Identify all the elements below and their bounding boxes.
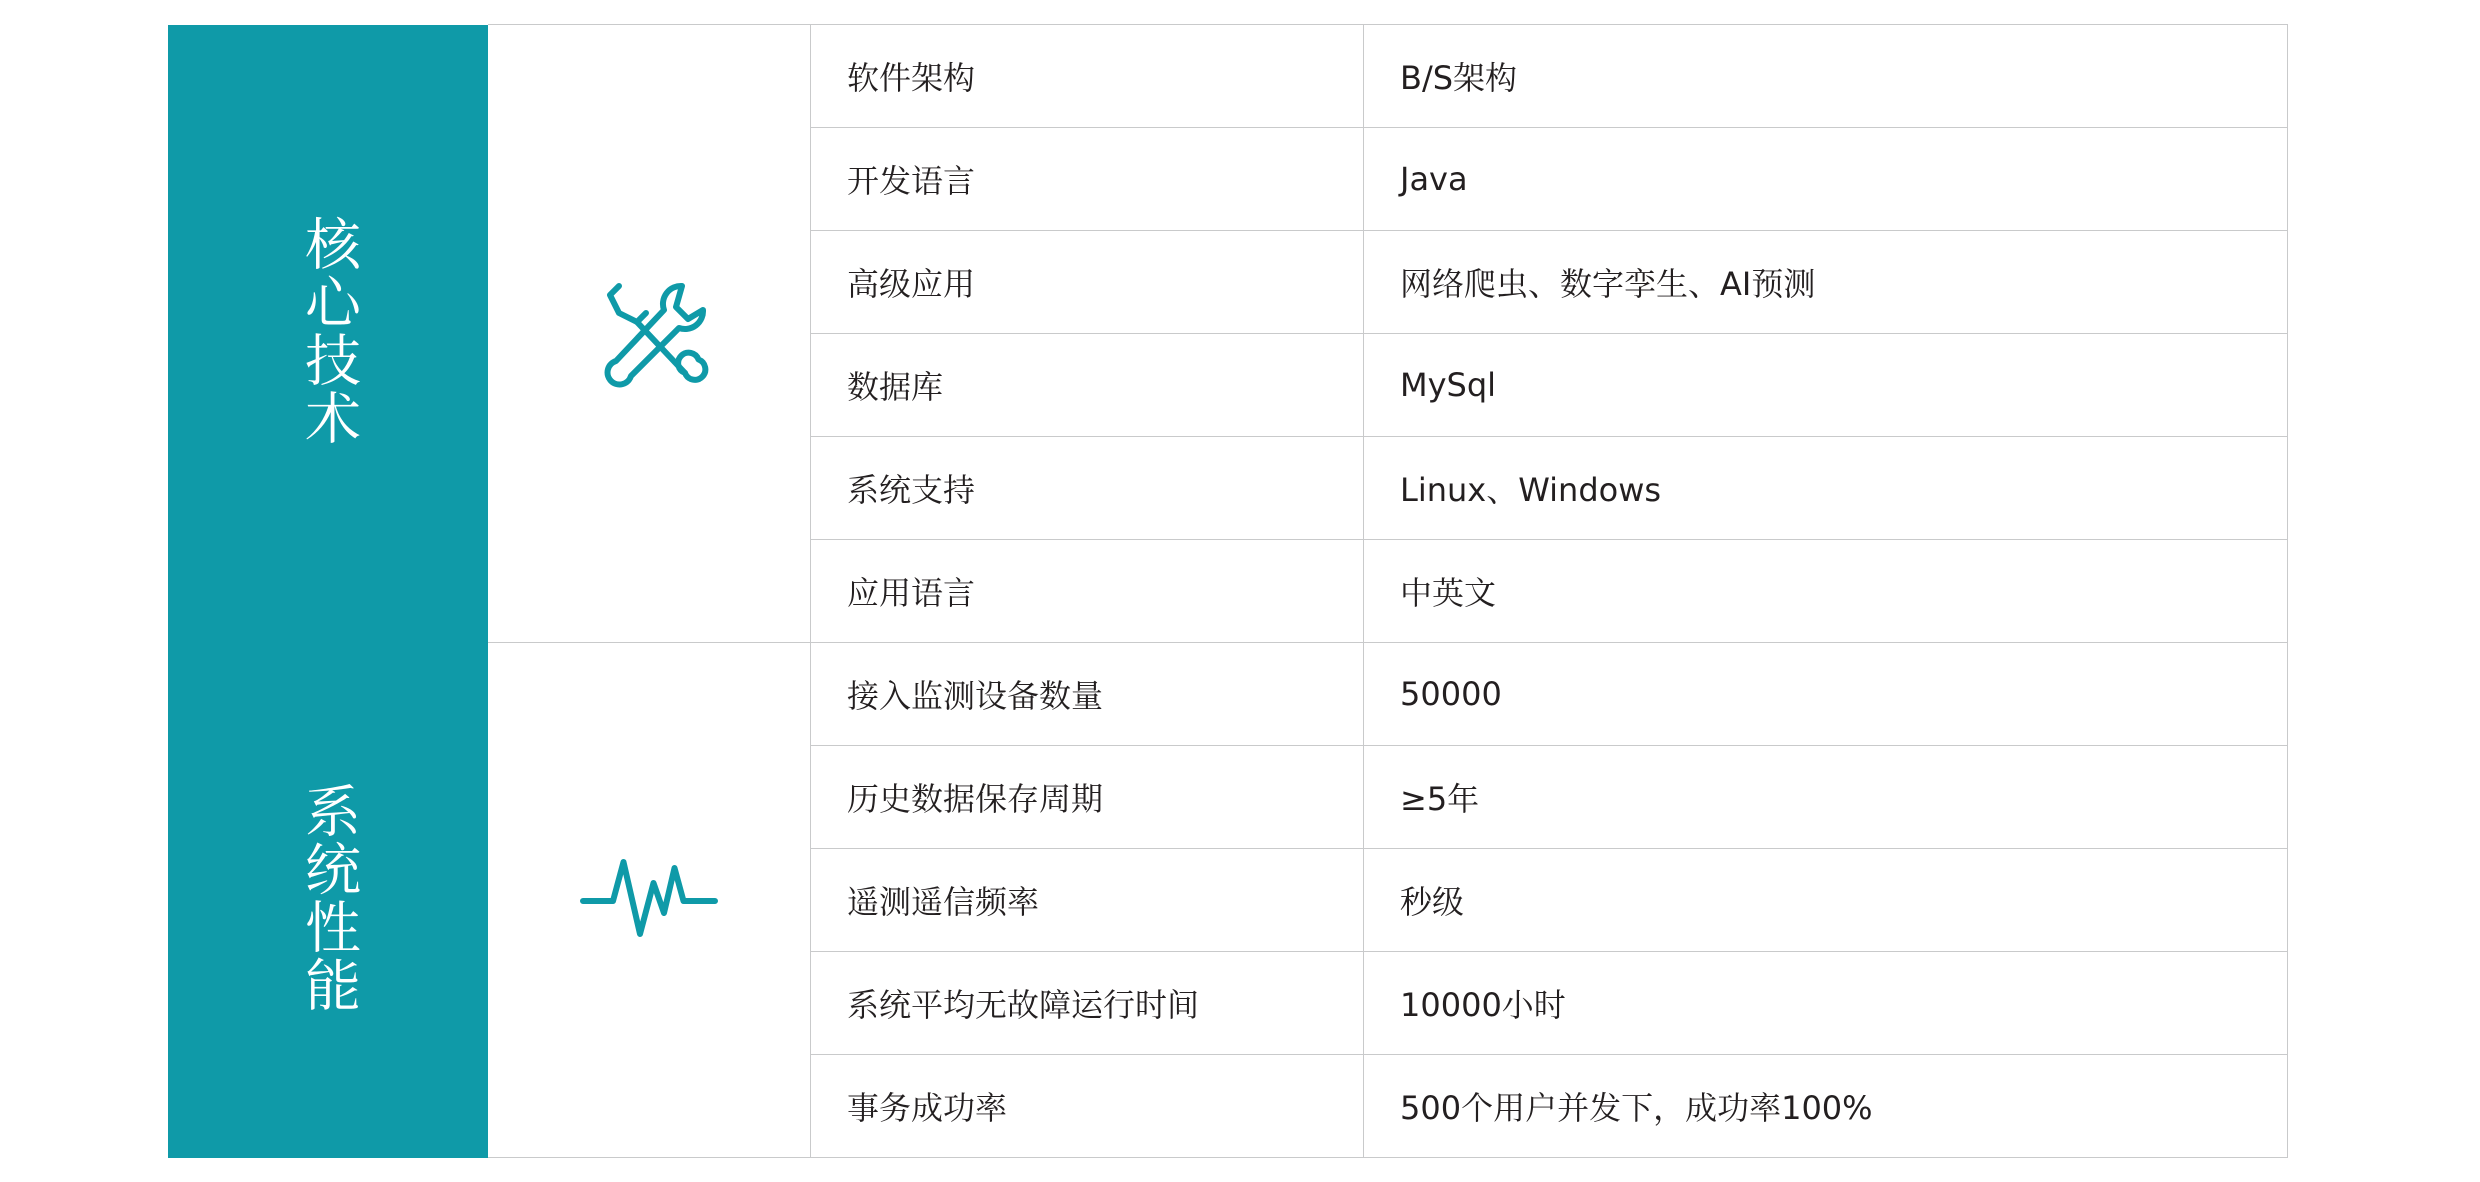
row-value: 10000小时	[1364, 952, 2288, 1055]
row-key: 系统支持	[811, 437, 1364, 540]
section-label-text: 核心技术	[296, 215, 362, 447]
row-key: 遥测遥信频率	[811, 849, 1364, 952]
section-icon-cell-system-performance	[488, 643, 811, 1158]
row-value: 中英文	[1364, 540, 2288, 643]
specification-table	[168, 24, 2288, 1158]
section-icon-cell-core-technology	[488, 25, 811, 643]
row-key: 应用语言	[811, 540, 1364, 643]
pulse-icon	[574, 823, 724, 973]
row-key: 接入监测设备数量	[811, 643, 1364, 746]
row-key: 事务成功率	[811, 1055, 1364, 1158]
row-value: 网络爬虫、数字孪生、AI预测	[1364, 231, 2288, 334]
row-key: 软件架构	[811, 25, 1364, 128]
row-key: 历史数据保存周期	[811, 746, 1364, 849]
section-label-text: 系统性能	[296, 781, 362, 1014]
row-value: 50000	[1364, 643, 2288, 746]
row-value: B/S架构	[1364, 25, 2288, 128]
section-label-system-performance	[168, 643, 488, 1158]
row-value: Java	[1364, 128, 2288, 231]
table-row	[168, 643, 2288, 746]
row-key: 系统平均无故障运行时间	[811, 952, 1364, 1055]
table-row	[168, 25, 2288, 128]
row-key: 数据库	[811, 334, 1364, 437]
row-value: Linux、Windows	[1364, 437, 2288, 540]
row-value: 秒级	[1364, 849, 2288, 952]
tools-icon	[574, 256, 724, 406]
row-key: 开发语言	[811, 128, 1364, 231]
row-key: 高级应用	[811, 231, 1364, 334]
row-value: MySql	[1364, 334, 2288, 437]
row-value: ≥5年	[1364, 746, 2288, 849]
row-value: 500个用户并发下，成功率100%	[1364, 1055, 2288, 1158]
section-label-core-technology	[168, 25, 488, 643]
